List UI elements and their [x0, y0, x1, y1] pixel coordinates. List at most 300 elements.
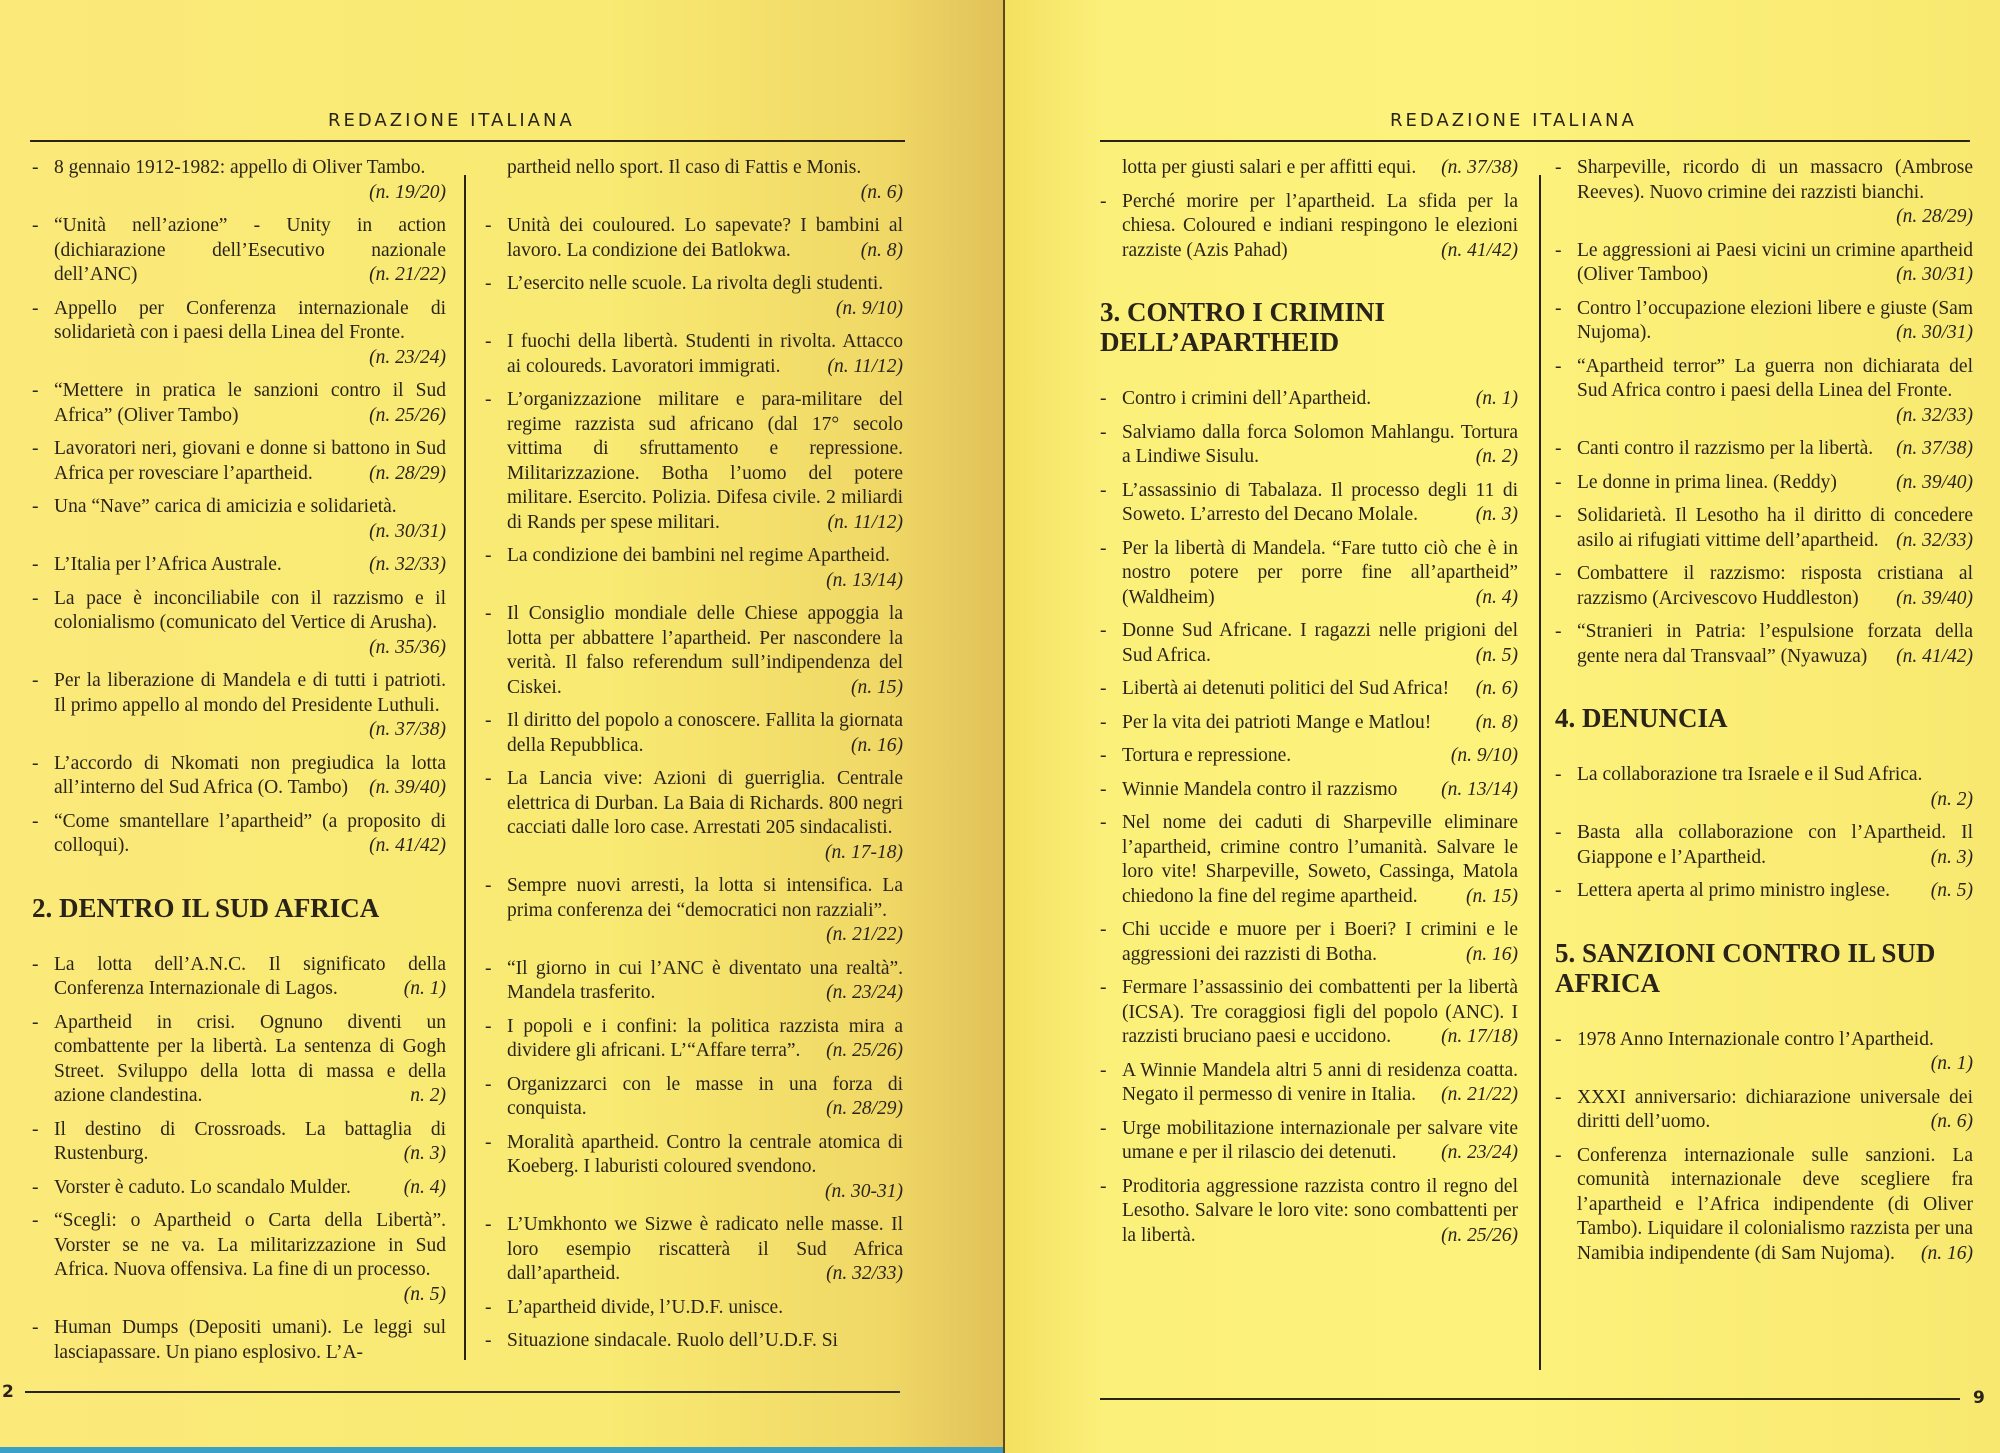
entry-title: “Come smantellare l’apartheid” (a proposito di colloqui).: [54, 810, 446, 856]
bullet-dash-icon: -: [485, 273, 492, 294]
bullet-dash-icon: -: [1100, 812, 1107, 833]
bullet-dash-icon: -: [32, 554, 39, 575]
index-entry: [32, 1011, 446, 1109]
section-title: 3. CONTRO I CRIMINI DELL’APARTHEID: [1100, 297, 1386, 357]
entry-title: L’Umkhonto we Sizwe è radicato nelle masse. Il loro esempio riscatterà il Sud Africa dall’apartheid.: [507, 1214, 903, 1284]
index-entry: [1100, 918, 1518, 967]
index-entry: [1555, 879, 1973, 904]
entry-title: L’assassinio di Tabalaza. Il processo degli 11 di Soweto. L’arresto del Decano Molale.: [1122, 479, 1518, 525]
issue-reference: (n. 1): [1475, 388, 1518, 409]
entry-title: 1978 Anno Internazionale contro l’Apartheid.: [1577, 1028, 1934, 1050]
entry-text: [54, 810, 446, 859]
entry-text: [54, 379, 446, 428]
bullet-dash-icon: -: [1555, 239, 1562, 261]
entry-title: Situazione sindacale. Ruolo dell’U.D.F. Si: [507, 1330, 838, 1351]
entry-title: “Il giorno in cui l’ANC è diventato una realtà”. Mandela trasferito.: [507, 957, 903, 1003]
bullet-dash-icon: -: [1555, 621, 1562, 642]
bullet-dash-icon: -: [485, 215, 492, 236]
bullet-dash-icon: -: [1100, 778, 1107, 800]
bullet-dash-icon: -: [1555, 471, 1562, 493]
issue-reference: (n. 39/40): [369, 777, 446, 798]
scan-edge: [0, 1447, 1005, 1453]
issue-reference: (n. 17/18): [1441, 1026, 1518, 1047]
issue-reference: (n. 30-31): [825, 1180, 903, 1202]
index-entry: [32, 810, 446, 859]
entry-title: Proditoria aggressione razzista contro il regno del Lesotho. Salvare le loro vite: sono combattenti per la libertà.: [1122, 1175, 1518, 1246]
index-entry: [1100, 976, 1518, 1050]
entry-title: La lotta dell’A.N.C. Il significato della Conferenza Internazionale di Lagos.: [54, 953, 446, 999]
issue-reference: (n. 11/12): [827, 355, 903, 377]
entry-text: [1577, 239, 1973, 288]
entry-text: [54, 1118, 446, 1167]
bullet-dash-icon: -: [1555, 822, 1562, 843]
issue-reference: (n. 5): [1475, 644, 1518, 666]
issue-reference: (n. 13/14): [1441, 778, 1518, 800]
index-entry: [485, 1329, 903, 1354]
issue-reference: (n. 2): [1475, 446, 1518, 467]
issue-reference: (n. 39/40): [1896, 471, 1973, 493]
entry-text: [507, 544, 903, 593]
index-entry: [1555, 620, 1973, 669]
entry-text: [1577, 504, 1973, 553]
issue-reference: (n. 41/42): [369, 835, 446, 856]
issue-reference: (n. 21/22): [369, 264, 446, 285]
index-entry: [485, 874, 903, 948]
issue-reference: (n. 21/22): [1441, 1084, 1518, 1105]
entry-title: Human Dumps (Depositi umani). Le leggi sul lasciapassare. Un piano esplosivo. L’A-: [54, 1317, 446, 1363]
index-entry: [485, 388, 903, 535]
entry-title: Sempre nuovi arresti, la lotta si intensifica. La prima conferenza dei “democratici non razziali”.: [507, 875, 903, 921]
issue-reference: (n. 28/29): [826, 1098, 903, 1119]
bullet-dash-icon: -: [32, 1176, 39, 1198]
index-entry: [1555, 437, 1973, 462]
issue-reference: (n. 3): [1930, 846, 1973, 868]
running-head: REDAZIONE ITALIANA: [328, 110, 575, 131]
entry-text: [1577, 355, 1973, 429]
entry-title: Fermare l’assassinio dei combattenti per la libertà (ICSA). Tre coraggiosi figli del popolo (ANC). I razzisti bruciano paesi e uccidono.: [1122, 977, 1518, 1047]
entry-text: [1122, 156, 1518, 181]
index-entry: [32, 297, 446, 371]
issue-reference: (n. 30/31): [1896, 264, 1973, 285]
entry-text: [54, 297, 446, 371]
issue-reference: (n. 5): [1930, 880, 1973, 901]
bullet-dash-icon: -: [32, 1317, 39, 1338]
entry-text: [1122, 1175, 1518, 1249]
issue-reference: (n. 3): [403, 1143, 446, 1164]
entry-list: [1555, 1028, 1973, 1267]
column-1: [32, 156, 446, 1374]
entry-title: Le donne in prima linea. (Reddy): [1577, 471, 1837, 493]
column-2: [485, 156, 903, 1363]
entry-title: L’accordo di Nkomati non pregiudica la lotta all’interno del Sud Africa (O. Tambo): [54, 752, 446, 798]
entry-list: [32, 156, 446, 859]
issue-reference: (n. 37/38): [1441, 157, 1518, 178]
entry-text: [1577, 763, 1973, 812]
bullet-dash-icon: -: [1100, 190, 1107, 212]
issue-reference: (n. 1): [1930, 1053, 1973, 1074]
bullet-dash-icon: -: [32, 1118, 39, 1140]
issue-reference: (n. 23/24): [1441, 1142, 1518, 1163]
entry-title: L’organizzazione militare e para-militare del regime razzista sud africano (dal 17° secolo vittima di sfruttamento e repressione. Militarizzazione. Botha l’uomo del potere militare. Esercito. Polizia. Difesa civile. 2 miliardi di Rands per spese militari.: [507, 389, 903, 533]
entry-title: Winnie Mandela contro il razzismo: [1122, 778, 1398, 800]
entry-title: Canti contro il razzismo per la libertà.: [1577, 438, 1874, 459]
bullet-dash-icon: -: [1555, 355, 1562, 377]
bullet-dash-icon: -: [1100, 678, 1107, 699]
index-entry: [1555, 471, 1973, 496]
index-entry: [485, 767, 903, 865]
issue-reference: (n. 23/24): [826, 982, 903, 1003]
bullet-dash-icon: -: [32, 752, 39, 774]
bullet-dash-icon: -: [1100, 620, 1107, 641]
entry-text: [1122, 387, 1518, 412]
index-entry: [32, 1176, 446, 1201]
index-entry: [32, 587, 446, 661]
issue-reference: (n. 25/26): [1441, 1224, 1518, 1246]
entry-title: Libertà ai detenuti politici del Sud Africa!: [1122, 678, 1450, 699]
entry-text: [1122, 537, 1518, 611]
entry-list: [32, 953, 446, 1366]
bullet-dash-icon: -: [32, 157, 39, 178]
issue-reference: (n. 3): [1475, 504, 1518, 525]
index-entry: [32, 437, 446, 486]
issue-reference: (n. 25/26): [826, 1040, 903, 1061]
bullet-dash-icon: -: [1555, 880, 1562, 901]
entry-text: [507, 1329, 903, 1354]
issue-reference: (n. 39/40): [1896, 587, 1973, 609]
entry-title: Basta alla collaborazione con l’Apartheid. Il Giappone e l’Apartheid.: [1577, 822, 1973, 868]
index-entry: [32, 156, 446, 205]
index-entry: [1555, 504, 1973, 553]
index-entry: [1100, 1059, 1518, 1108]
bullet-dash-icon: -: [1100, 537, 1107, 559]
issue-reference: (n. 2): [1930, 788, 1973, 810]
entry-title: Per la vita dei patrioti Mange e Matlou!: [1122, 711, 1432, 733]
index-entry: [1100, 744, 1518, 769]
entry-title: Donne Sud Africane. I ragazzi nelle prigioni del Sud Africa.: [1122, 620, 1518, 666]
entry-text: [1577, 471, 1973, 496]
entry-title: La collaborazione tra Israele e il Sud Africa.: [1577, 764, 1923, 785]
bullet-dash-icon: -: [1100, 919, 1107, 940]
issue-reference: (n. 25/26): [369, 404, 446, 426]
entry-list: [1555, 156, 1973, 669]
entry-text: [54, 1011, 446, 1109]
index-entry: [32, 495, 446, 544]
entry-text: [1122, 1059, 1518, 1108]
entry-text: [507, 1213, 903, 1287]
footer-rule: [25, 1391, 900, 1393]
issue-reference: (n. 32/33): [1896, 404, 1973, 426]
entry-text: [1577, 821, 1973, 870]
entry-title: La pace è inconciliabile con il razzismo e il colonialismo (comunicato del Vertice di Arusha).: [54, 587, 446, 633]
issue-reference: (n. 8): [860, 239, 903, 261]
bullet-dash-icon: -: [485, 1131, 492, 1153]
index-entry: [1100, 156, 1518, 181]
entry-title: 8 gennaio 1912-1982: appello di Oliver Tambo.: [54, 157, 426, 178]
index-entry: [485, 272, 903, 321]
issue-reference: (n. 35/36): [369, 636, 446, 658]
entry-text: [1122, 421, 1518, 470]
entry-text: [1122, 619, 1518, 668]
entry-text: [507, 1015, 903, 1064]
index-entry: [32, 553, 446, 578]
issue-reference: (n. 28/29): [369, 462, 446, 484]
entry-title: XXXI anniversario: dichiarazione universale dei diritti dell’uomo.: [1577, 1086, 1973, 1132]
issue-reference: (n. 19/20): [369, 181, 446, 203]
right-page: [1005, 0, 2000, 1453]
entry-title: L’Italia per l’Africa Australe.: [54, 554, 282, 575]
index-entry: [32, 214, 446, 288]
index-entry: [485, 1073, 903, 1122]
column-3: [1100, 156, 1518, 1257]
bullet-dash-icon: -: [1555, 1086, 1562, 1108]
entry-title: Apartheid in crisi. Ognuno diventi un combattente per la libertà. La sentenza di Gogh Street. Sviluppo della lotta di massa e della azione clandestina.: [54, 1011, 446, 1106]
entry-title: A Winnie Mandela altri 5 anni di residenza coatta. Negato il permesso di venire in Italia.: [1122, 1059, 1518, 1105]
issue-reference: (n. 11/12): [827, 511, 903, 533]
entry-title: Unità dei couloured. Lo sapevate? I bambini al lavoro. La condizione dei Batlokwa.: [507, 215, 903, 261]
index-entry: [1100, 421, 1518, 470]
issue-reference: (n. 13/14): [826, 569, 903, 591]
entry-text: [54, 495, 446, 544]
entry-text: [1577, 1028, 1973, 1077]
index-entry: [1100, 387, 1518, 412]
bullet-dash-icon: -: [485, 1296, 492, 1318]
entry-text: [54, 1209, 446, 1307]
entry-text: [1122, 1117, 1518, 1166]
issue-reference: n. 2): [410, 1085, 446, 1106]
entry-text: [54, 1176, 446, 1201]
entry-title: L’esercito nelle scuole. La rivolta degli studenti.: [507, 273, 884, 294]
index-entry: [485, 1131, 903, 1205]
entry-text: [1577, 620, 1973, 669]
index-entry: [1100, 811, 1518, 909]
section-title: 5. SANZIONI CONTRO IL SUD AFRICA: [1555, 937, 1936, 998]
index-entry: [485, 1296, 903, 1321]
running-head: REDAZIONE ITALIANA: [1390, 110, 1637, 131]
bullet-dash-icon: -: [32, 587, 39, 609]
entry-title: Per la liberazione di Mandela e di tutti i patrioti. Il primo appello al mondo del Presidente Luthuli.: [54, 670, 446, 716]
issue-reference: (n. 16): [1466, 943, 1518, 965]
entry-title: “Scegli: o Apartheid o Carta della Libertà”. Vorster se ne va. La militarizzazione in Sud Africa. Nuova offensiva. La fine di un processo.: [54, 1210, 446, 1280]
index-entry: [485, 214, 903, 263]
issue-reference: (n. 1): [403, 978, 446, 999]
bullet-dash-icon: -: [1555, 438, 1562, 459]
entry-title: I popoli e i confini: la politica razzista mira a dividere gli africani. L’“Affare terra”.: [507, 1015, 903, 1061]
issue-reference: (n. 15): [1466, 885, 1518, 907]
entry-text: [54, 953, 446, 1002]
entry-title: “Apartheid terror” La guerra non dichiarata del Sud Africa contro i paesi della Linea del Fronte.: [1577, 355, 1973, 401]
bullet-dash-icon: -: [1100, 479, 1107, 501]
index-entry: [485, 1213, 903, 1287]
entry-title: Vorster è caduto. Lo scandalo Mulder.: [54, 1176, 351, 1198]
entry-text: [507, 1131, 903, 1205]
entry-title: Salviamo dalla forca Solomon Mahlangu. Tortura a Lindiwe Sisulu.: [1122, 421, 1518, 467]
bullet-dash-icon: -: [32, 1210, 39, 1231]
bullet-dash-icon: -: [1100, 1117, 1107, 1139]
entry-title: Sharpeville, ricordo di un massacro (Ambrose Reeves). Nuovo crimine dei razzisti bianchi.: [1577, 157, 1973, 203]
bullet-dash-icon: -: [1100, 745, 1107, 766]
entry-text: [1122, 677, 1518, 702]
page-number: 9: [1973, 1388, 1985, 1408]
entry-text: [1122, 711, 1518, 736]
entry-title: Organizzarci con le masse in una forza di conquista.: [507, 1073, 903, 1119]
entry-text: [54, 437, 446, 486]
index-entry: [1555, 1086, 1973, 1135]
entry-title: Perché morire per l’apartheid. La sfida per la chiesa. Coloured e indiani respingono le elezioni razziste (Azis Pahad): [1122, 190, 1518, 261]
entry-title: Contro l’occupazione elezioni libere e giuste (Sam Nujoma).: [1577, 297, 1973, 343]
issue-reference: (n. 41/42): [1441, 239, 1518, 261]
bullet-dash-icon: -: [485, 331, 492, 352]
bullet-dash-icon: -: [32, 810, 39, 832]
issue-reference: (n. 28/29): [1896, 206, 1973, 227]
entry-text: [507, 874, 903, 948]
bullet-dash-icon: -: [1555, 1144, 1562, 1166]
issue-reference: (n. 37/38): [369, 719, 446, 740]
index-entry: [1100, 537, 1518, 611]
entry-text: [54, 587, 446, 661]
entry-text: [54, 752, 446, 801]
entry-text: [54, 669, 446, 743]
bullet-dash-icon: -: [485, 710, 492, 731]
entry-title: Una “Nave” carica di amicizia e solidarietà.: [54, 496, 397, 517]
index-entry: [1555, 1144, 1973, 1267]
bullet-dash-icon: -: [1555, 297, 1562, 319]
index-entry: [1555, 156, 1973, 230]
index-entry: [485, 957, 903, 1006]
bullet-dash-icon: -: [1555, 1028, 1562, 1050]
entry-title: Chi uccide e muore per i Boeri? I crimini e le aggressioni dei razzisti di Botha.: [1122, 919, 1518, 965]
index-entry: [1100, 1117, 1518, 1166]
entry-title: partheid nello sport. Il caso di Fattis e Monis.: [507, 157, 862, 178]
entry-text: [507, 957, 903, 1006]
index-entry: [1555, 355, 1973, 429]
entry-text: [54, 214, 446, 288]
issue-reference: (n. 30/31): [1896, 322, 1973, 343]
section-title: 2. DENTRO IL SUD AFRICA: [32, 892, 380, 923]
index-entry: [485, 709, 903, 758]
index-entry: [32, 953, 446, 1002]
entry-text: [1122, 976, 1518, 1050]
index-entry: [1555, 821, 1973, 870]
index-entry: [1555, 763, 1973, 812]
issue-reference: (n. 8): [1475, 711, 1518, 733]
issue-reference: (n. 16): [1921, 1242, 1973, 1264]
bullet-dash-icon: -: [485, 545, 492, 566]
index-entry: [1100, 619, 1518, 668]
bullet-dash-icon: -: [32, 953, 39, 975]
index-entry: [1100, 711, 1518, 736]
entry-list: [1100, 387, 1518, 1248]
column-4: [1555, 156, 1973, 1275]
entry-title: Per la libertà di Mandela. “Fare tutto ciò che è in nostro potere per porre fine all’apartheid” (Waldheim): [1122, 537, 1518, 608]
issue-reference: (n. 9/10): [835, 297, 903, 319]
entry-text: [507, 272, 903, 321]
index-entry: [1100, 1175, 1518, 1249]
entry-text: [1122, 811, 1518, 909]
header-rule: [1100, 140, 1970, 142]
index-entry: [32, 1118, 446, 1167]
index-entry: [1555, 239, 1973, 288]
issue-reference: (n. 30/31): [369, 520, 446, 542]
index-entry: [485, 330, 903, 379]
bullet-dash-icon: -: [1555, 563, 1562, 584]
bullet-dash-icon: -: [32, 496, 39, 517]
entry-text: [1577, 297, 1973, 346]
bullet-dash-icon: -: [1100, 388, 1107, 409]
bullet-dash-icon: -: [32, 1011, 39, 1033]
entry-title: Il Consiglio mondiale delle Chiese appoggia la lotta per abbattere l’apartheid. Per nascondere la verità. Il falso referendum sull’indipendenza del Ciskei.: [507, 603, 903, 698]
index-entry: [1100, 778, 1518, 803]
bullet-dash-icon: -: [32, 297, 39, 319]
bullet-dash-icon: -: [32, 380, 39, 401]
entry-title: Moralità apartheid. Contro la centrale atomica di Koeberg. I laburisti coloured svendono.: [507, 1131, 903, 1177]
bullet-dash-icon: -: [485, 603, 492, 624]
entry-text: [507, 214, 903, 263]
bullet-dash-icon: -: [1100, 711, 1107, 733]
entry-title: Tortura e repressione.: [1122, 745, 1292, 766]
issue-reference: (n. 23/24): [369, 346, 446, 368]
bullet-dash-icon: -: [485, 1015, 492, 1037]
index-entry: [485, 1015, 903, 1064]
entry-text: [1577, 1086, 1973, 1135]
column-divider: [464, 175, 466, 1360]
entry-title: Urge mobilitazione internazionale per salvare vite umane e per il rilascio dei detenuti.: [1122, 1117, 1518, 1163]
issue-reference: (n. 21/22): [826, 924, 903, 945]
bullet-dash-icon: -: [1100, 1175, 1107, 1197]
index-entry: [485, 602, 903, 700]
entry-title: Solidarietà. Il Lesotho ha il diritto di concedere asilo ai rifugiati vittime dell’apartheid.: [1577, 505, 1973, 551]
entry-title: Il diritto del popolo a conoscere. Fallita la giornata della Repubblica.: [507, 710, 903, 756]
index-entry: [32, 752, 446, 801]
bullet-dash-icon: -: [1555, 764, 1562, 785]
entry-text: [1122, 479, 1518, 528]
entry-title: “Stranieri in Patria: l’espulsione forzata della gente nera dal Transvaal” (Nyawuza): [1577, 621, 1973, 667]
entry-text: [1577, 562, 1973, 611]
entry-title: La condizione dei bambini nel regime Apartheid.: [507, 545, 890, 566]
entry-title: Appello per Conferenza internazionale di solidarietà con i paesi della Linea del Fronte.: [54, 297, 446, 343]
index-entry: [1555, 562, 1973, 611]
issue-reference: (n. 41/42): [1896, 645, 1973, 667]
bullet-dash-icon: -: [485, 957, 492, 979]
bullet-dash-icon: -: [1555, 505, 1562, 526]
index-entry: [485, 156, 903, 205]
issue-reference: (n. 6): [1930, 1111, 1973, 1132]
section-title: 4. DENUNCIA: [1555, 703, 1728, 733]
issue-reference: (n. 32/33): [826, 1263, 903, 1284]
index-entry: [485, 544, 903, 593]
index-entry: [1100, 190, 1518, 264]
bullet-dash-icon: -: [1100, 1059, 1107, 1081]
entry-text: [507, 767, 903, 865]
entry-text: [1122, 744, 1518, 769]
index-entry: [1100, 479, 1518, 528]
entry-title: “Mettere in pratica le sanzioni contro il Sud Africa” (Oliver Tambo): [54, 380, 446, 426]
entry-list: [1555, 763, 1973, 904]
entry-text: [1577, 437, 1973, 462]
entry-title: Combattere il razzismo: risposta cristiana al razzismo (Arcivescovo Huddleston): [1577, 563, 1973, 609]
issue-reference: (n. 17-18): [825, 841, 903, 863]
bullet-dash-icon: -: [485, 1214, 492, 1235]
entry-text: [507, 388, 903, 535]
issue-reference: (n. 4): [403, 1176, 446, 1198]
entry-text: [1577, 879, 1973, 904]
entry-title: Il destino di Crossroads. La battaglia di Rustenburg.: [54, 1118, 446, 1164]
bullet-dash-icon: -: [1100, 977, 1107, 998]
index-entry: [32, 379, 446, 428]
issue-reference: (n. 5): [403, 1283, 446, 1305]
issue-reference: (n. 4): [1475, 586, 1518, 608]
header-rule: [30, 140, 905, 142]
index-entry: [1555, 297, 1973, 346]
